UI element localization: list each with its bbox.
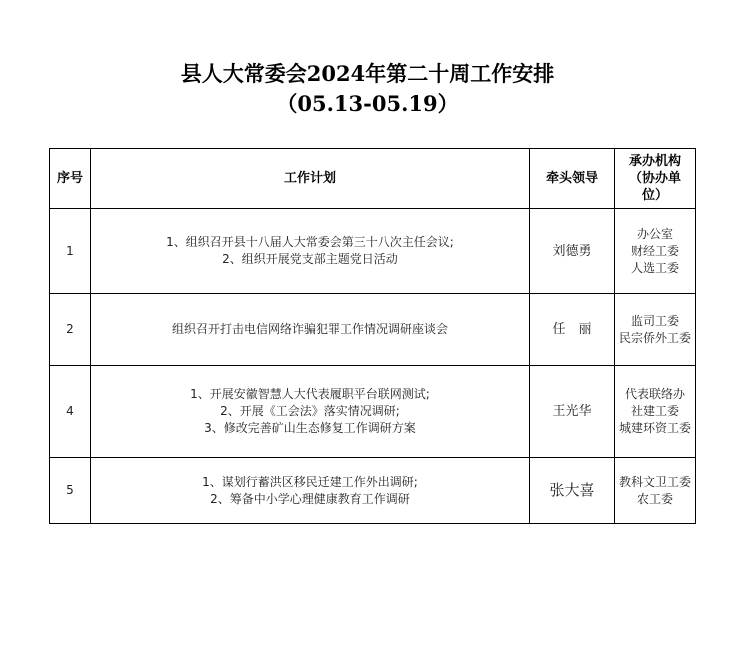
table-row <box>50 366 696 458</box>
plan-line: 1、开展安徽智慧人大代表履职平台联网测试; <box>190 387 430 401</box>
lead-name: 刘德勇 <box>552 243 592 259</box>
row-lead <box>530 366 615 458</box>
row-plan <box>91 209 530 294</box>
plan-line: 1、谋划行蓄洪区移民迁建工作外出调研; <box>202 474 418 489</box>
org-line: 农工委 <box>636 491 673 506</box>
row-lead <box>530 458 615 524</box>
plan-line: 组织召开打击电信网络诈骗犯罪工作情况调研座谈会 <box>171 322 448 336</box>
lead-name: 张大喜 <box>549 480 595 499</box>
row-plan <box>91 366 530 458</box>
lead-name: 任 丽 <box>552 322 592 337</box>
plan-line: 2、开展《工会法》落实情况调研; <box>220 404 400 418</box>
row-lead <box>530 209 615 294</box>
org-line: 教科文卫工委 <box>618 474 691 489</box>
header-no: 序号 <box>50 149 91 209</box>
row-plan <box>91 294 530 366</box>
table-row <box>50 294 696 366</box>
row-org <box>615 294 696 366</box>
row-org <box>615 209 696 294</box>
header-plan: 工作计划 <box>91 149 530 209</box>
plan-line: 1、组织召开县十八届人大常委会第三十八次主任会议; <box>166 235 454 249</box>
org-line: 民宗侨外工委 <box>618 330 691 345</box>
row-org <box>615 458 696 524</box>
org-line: 办公室 <box>636 226 673 241</box>
org-line: 人选工委 <box>630 260 679 275</box>
row-no: 4 <box>50 366 91 458</box>
plan-line: 2、组织开展党支部主题党日活动 <box>222 252 398 266</box>
header-org: 承办机构（协办单位） <box>615 149 696 209</box>
plan-line: 2、筹备中小学心理健康教育工作调研 <box>210 491 410 506</box>
row-lead <box>530 294 615 366</box>
row-org <box>615 366 696 458</box>
document-subtitle: （05.13-05.19） <box>276 91 459 116</box>
document-title: 县人大常委会2024年第二十周工作安排 <box>180 61 555 86</box>
org-line: 代表联络办 <box>624 387 685 401</box>
header-lead: 牵头领导 <box>530 149 615 209</box>
lead-name: 王光华 <box>552 404 592 419</box>
table-row <box>50 458 696 524</box>
org-line: 监司工委 <box>630 313 679 328</box>
row-no: 2 <box>50 294 91 366</box>
table-header-row <box>50 149 696 209</box>
row-plan <box>91 458 530 524</box>
row-no: 1 <box>50 209 91 294</box>
org-line: 财经工委 <box>630 243 679 258</box>
schedule-table <box>49 148 696 524</box>
row-no: 5 <box>50 458 91 524</box>
table-row <box>50 209 696 294</box>
org-line: 城建环资工委 <box>618 421 691 435</box>
plan-line: 3、修改完善矿山生态修复工作调研方案 <box>204 421 416 435</box>
org-line: 社建工委 <box>630 404 679 418</box>
